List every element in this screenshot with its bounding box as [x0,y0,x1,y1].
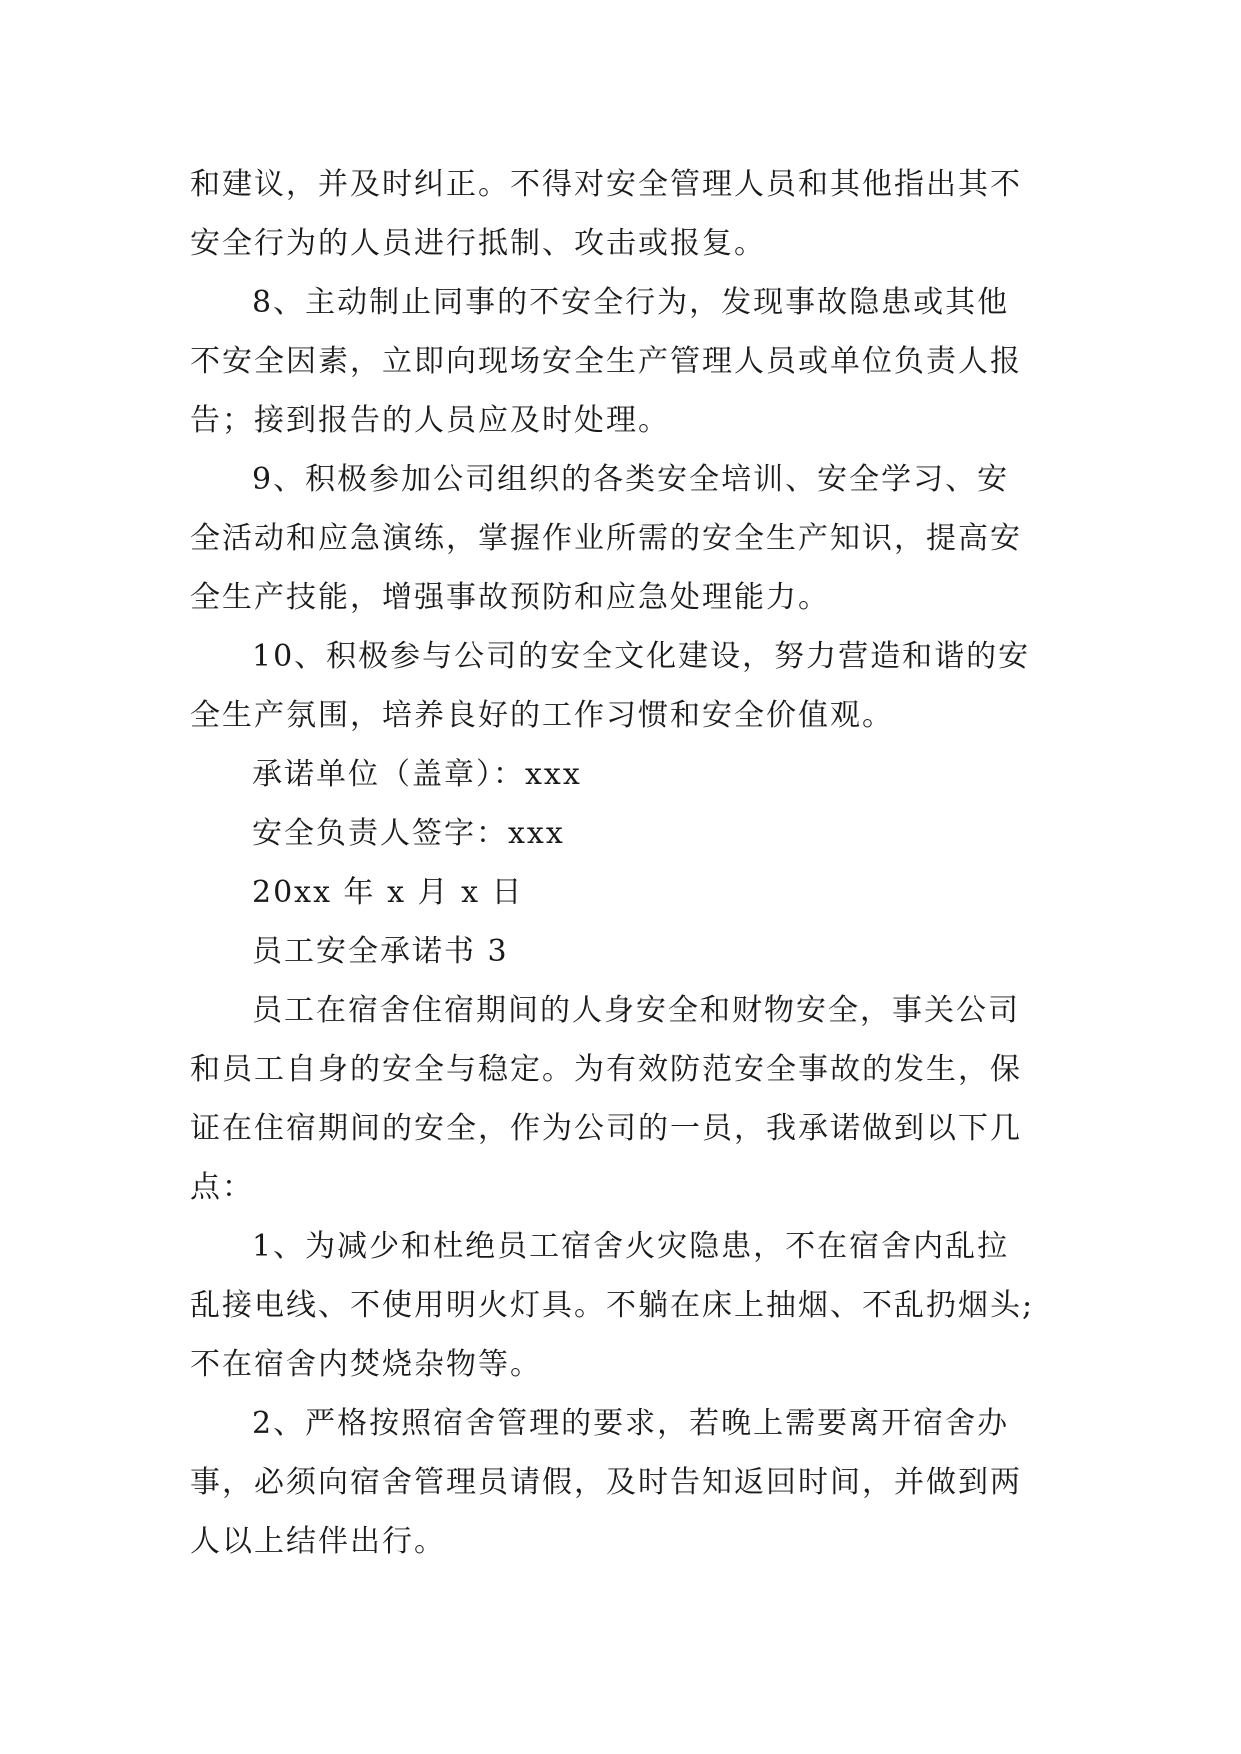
intro-start: 员工在宿舍住宿期间的人身安全和财物安全，事关公司 [252,993,1020,1028]
text-line: 不在宿舍内焚烧杂物等。 [190,1347,542,1382]
text-line: 和员工自身的安全与稳定。为有效防范安全事故的发生，保 [190,1052,1022,1087]
text-line: 人以上结伴出行。 [190,1524,446,1559]
text-line: 事，必须向宿舍管理员请假，及时告知返回时间，并做到两 [190,1465,1022,1500]
item-9-start: 9、积极参加公司组织的各类安全培训、安全学习、安 [252,462,1010,497]
document-body [190,155,1060,1571]
signature-date: 20xx 年 x 月 x 日 [252,875,524,910]
text-line: 和建议，并及时纠正。不得对安全管理人员和其他指出其不 [190,167,1022,202]
signature-unit: 承诺单位（盖章）：xxx [252,757,582,792]
text-line: 乱接电线、不使用明火灯具。不躺在床上抽烟、不乱扔烟头; [190,1288,1035,1323]
text-line: 点： [190,1170,254,1205]
text-line: 不安全因素，立即向现场安全生产管理人员或单位负责人报 [190,344,1022,379]
item-8-start: 8、主动制止同事的不安全行为，发现事故隐患或其他 [252,285,1010,320]
text-line: 全生产氛围，培养良好的工作习惯和安全价值观。 [190,698,894,733]
text-line: 全活动和应急演练，掌握作业所需的安全生产知识，提高安 [190,521,1022,556]
text-line: 告；接到报告的人员应及时处理。 [190,403,670,438]
text-line: 安全行为的人员进行抵制、攻击或报复。 [190,226,766,261]
section-title: 员工安全承诺书 3 [252,934,509,969]
text-line: 全生产技能，增强事故预防和应急处理能力。 [190,580,830,615]
item-2-start: 2、严格按照宿舍管理的要求，若晚上需要离开宿舍办 [252,1406,1010,1441]
item-1-start: 1、为减少和杜绝员工宿舍火灾隐患，不在宿舍内乱拉 [252,1229,1010,1264]
item-10-start: 10、积极参与公司的安全文化建设，努力营造和谐的安 [252,639,1031,674]
signature-person: 安全负责人签字：xxx [252,816,565,851]
text-line: 证在住宿期间的安全，作为公司的一员，我承诺做到以下几 [190,1111,1022,1146]
